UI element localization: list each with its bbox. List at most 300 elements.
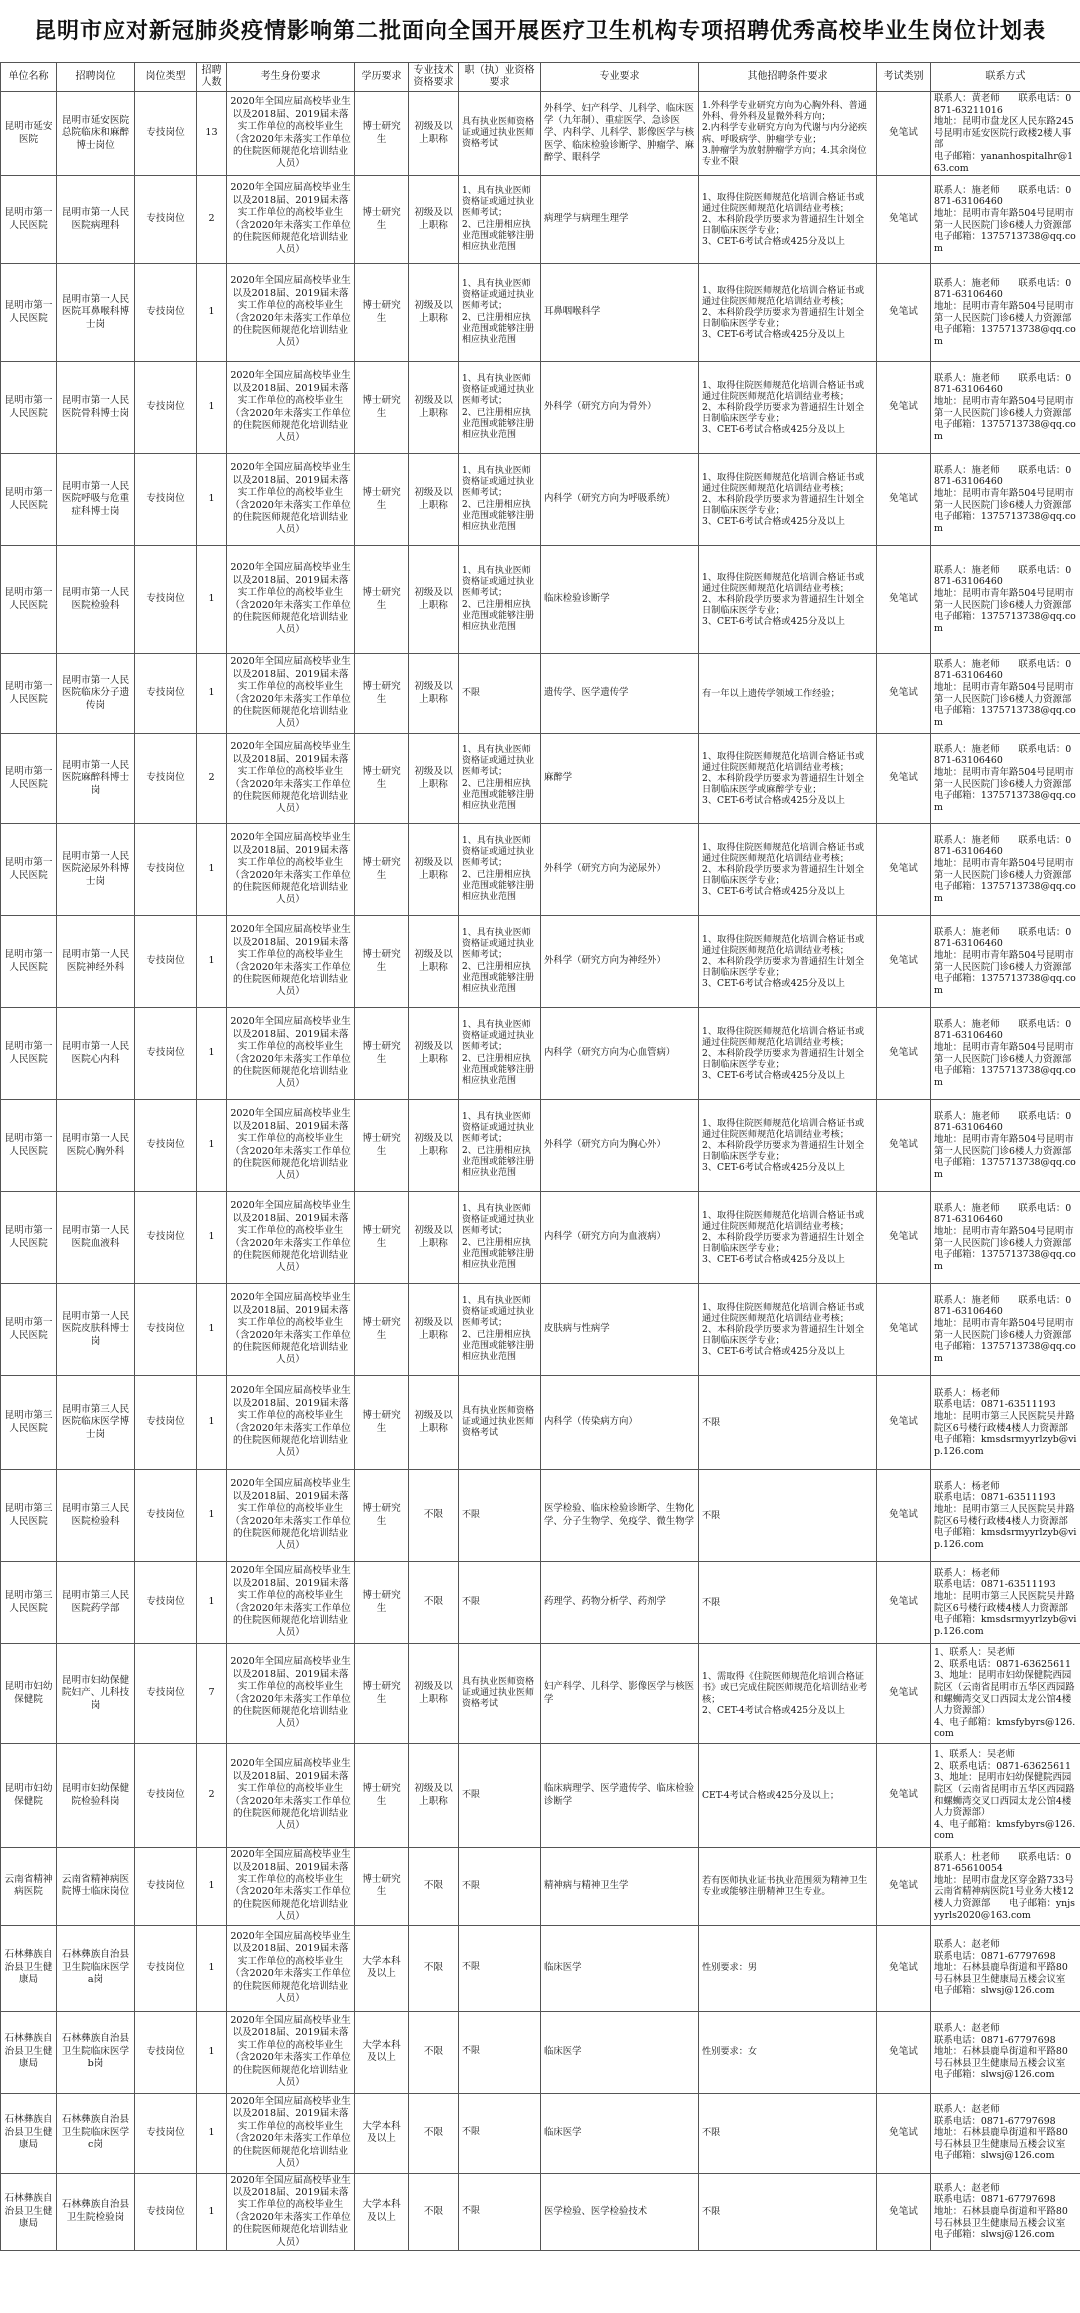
contact-cell: 联系人：施老师 联系电话：0871-63106460 地址：昆明市青年路504号昆明市第一人民医院门诊6楼人力资源部 电子邮箱：1375713738@qq.com [931, 654, 1080, 734]
exam-type-cell: 免笔试 [877, 1008, 931, 1100]
contact-cell: 联系人：杨老师 联系电话：0871-63511193 地址：昆明市第三人民医院吴井路院区6号楼行政楼4楼人力资源部 电子邮箱：kmsdsrmyyrlzyb@vip.126.com [931, 1470, 1080, 1562]
title-requirement-cell: 初级及以上职称 [409, 264, 459, 362]
candidate-status-cell: 2020年全国应届高校毕业生以及2018届、2019届未落实工作单位的高校毕业生（含2020年未落实工作单位的住院医师规范化培训结业人员） [227, 1644, 355, 1744]
license-requirement-cell: 具有执业医师资格证或通过执业医师资格考试 [459, 1644, 541, 1744]
major-requirement-cell: 临床医学 [541, 2093, 699, 2173]
unit-name-cell: 昆明市第一人民医院 [1, 654, 57, 734]
post-type-cell: 专技岗位 [135, 1470, 197, 1562]
education-cell: 大学本科及以上 [355, 2093, 409, 2173]
column-header: 专业技术资格要求 [409, 63, 459, 92]
unit-name-cell: 昆明市第一人民医院 [1, 1192, 57, 1284]
candidate-status-cell: 2020年全国应届高校毕业生以及2018届、2019届未落实工作单位的高校毕业生（含2020年未落实工作单位的住院医师规范化培训结业人员） [227, 1744, 355, 1848]
candidate-status-cell: 2020年全国应届高校毕业生以及2018届、2019届未落实工作单位的高校毕业生（含2020年未落实工作单位的住院医师规范化培训结业人员） [227, 264, 355, 362]
title-requirement-cell: 初级及以上职称 [409, 546, 459, 654]
candidate-status-cell: 2020年全国应届高校毕业生以及2018届、2019届未落实工作单位的高校毕业生（含2020年未落实工作单位的住院医师规范化培训结业人员） [227, 1376, 355, 1470]
unit-name-cell: 石林彝族自治县卫生健康局 [1, 2011, 57, 2093]
post-name-cell: 石林彝族自治县卫生院临床医学b岗 [57, 2011, 135, 2093]
title-requirement-cell: 初级及以上职称 [409, 1008, 459, 1100]
post-type-cell: 专技岗位 [135, 546, 197, 654]
exam-type-cell: 免笔试 [877, 1744, 931, 1848]
education-cell: 博士研究生 [355, 362, 409, 454]
other-requirement-cell: 不限 [699, 2093, 877, 2173]
major-requirement-cell: 外科学（研究方向为骨外） [541, 362, 699, 454]
other-requirement-cell: 1、取得住院医师规范化培训合格证书或通过住院医师规范化培训结业考核； 2、本科阶段学历要求为普通招生计划全日制临床医学专业； 3、CET-6考试合格或425分及以上 [699, 454, 877, 546]
major-requirement-cell: 耳鼻咽喉科学 [541, 264, 699, 362]
headcount-cell: 1 [197, 1376, 227, 1470]
major-requirement-cell: 临床病理学、医学遗传学、临床检验诊断学 [541, 1744, 699, 1848]
headcount-cell: 1 [197, 916, 227, 1008]
major-requirement-cell: 医学检验、临床检验诊断学、生物化学、分子生物学、免疫学、微生物学 [541, 1470, 699, 1562]
headcount-cell: 1 [197, 654, 227, 734]
post-type-cell: 专技岗位 [135, 2011, 197, 2093]
contact-cell: 1、联系人：吴老师 2、联系电话：0871-63625611 3、地址：昆明市妇幼保健院西园院区（云南省昆明市五华区西园路和螺蛳湾交叉口西园太龙公馆4楼人力资源部） 4、电子邮箱：kmsfybyrs@126.com [931, 1644, 1080, 1744]
exam-type-cell: 免笔试 [877, 1848, 931, 1925]
unit-name-cell: 石林彝族自治县卫生健康局 [1, 2093, 57, 2173]
title-requirement-cell: 不限 [409, 1925, 459, 2011]
post-type-cell: 专技岗位 [135, 1008, 197, 1100]
candidate-status-cell: 2020年全国应届高校毕业生以及2018届、2019届未落实工作单位的高校毕业生（含2020年未落实工作单位的住院医师规范化培训结业人员） [227, 916, 355, 1008]
education-cell: 博士研究生 [355, 1744, 409, 1848]
major-requirement-cell: 病理学与病理生理学 [541, 176, 699, 264]
unit-name-cell: 昆明市第三人民医院 [1, 1376, 57, 1470]
license-requirement-cell: 不限 [459, 1562, 541, 1644]
exam-type-cell: 免笔试 [877, 92, 931, 176]
education-cell: 博士研究生 [355, 1644, 409, 1744]
contact-cell: 联系人：杨老师 联系电话：0871-63511193 地址：昆明市第三人民医院吴井路院区6号楼行政楼4楼人力资源部 电子邮箱：kmsdsrmyyrlzyb@vip.126.com [931, 1376, 1080, 1470]
other-requirement-cell: 不限 [699, 2173, 877, 2250]
post-type-cell: 专技岗位 [135, 824, 197, 916]
post-name-cell: 昆明市第一人民医院神经外科 [57, 916, 135, 1008]
education-cell: 博士研究生 [355, 734, 409, 824]
candidate-status-cell: 2020年全国应届高校毕业生以及2018届、2019届未落实工作单位的高校毕业生（含2020年未落实工作单位的住院医师规范化培训结业人员） [227, 654, 355, 734]
contact-cell: 联系人：施老师 联系电话：0871-63106460 地址：昆明市青年路504号昆明市第一人民医院门诊6楼人力资源部 电子邮箱：1375713738@qq.com [931, 176, 1080, 264]
title-requirement-cell: 初级及以上职称 [409, 824, 459, 916]
education-cell: 大学本科及以上 [355, 2011, 409, 2093]
headcount-cell: 1 [197, 1284, 227, 1376]
title-requirement-cell: 不限 [409, 2093, 459, 2173]
candidate-status-cell: 2020年全国应届高校毕业生以及2018届、2019届未落实工作单位的高校毕业生（含2020年未落实工作单位的住院医师规范化培训结业人员） [227, 546, 355, 654]
education-cell: 博士研究生 [355, 916, 409, 1008]
table-row [1, 1100, 1080, 1192]
contact-cell: 联系人：施老师 联系电话：0871-63106460 地址：昆明市青年路504号昆明市第一人民医院门诊6楼人力资源部 电子邮箱：1375713738@qq.com [931, 454, 1080, 546]
headcount-cell: 1 [197, 2173, 227, 2250]
major-requirement-cell: 精神病与精神卫生学 [541, 1848, 699, 1925]
headcount-cell: 1 [197, 1192, 227, 1284]
contact-cell: 联系人：杜老师 联系电话：0871-65610054 地址：昆明市盘龙区穿金路733号云南省精神病医院1号业务大楼12楼人力资源部 电子邮箱：ynjsyyrls2020@163.com [931, 1848, 1080, 1925]
headcount-cell: 1 [197, 1925, 227, 2011]
unit-name-cell: 昆明市延安医院 [1, 92, 57, 176]
post-name-cell: 昆明市妇幼保健院检验科岗 [57, 1744, 135, 1848]
post-name-cell: 昆明市第三人民医院临床医学博士岗 [57, 1376, 135, 1470]
other-requirement-cell: 不限 [699, 1470, 877, 1562]
license-requirement-cell: 不限 [459, 654, 541, 734]
major-requirement-cell: 内科学（传染病方向） [541, 1376, 699, 1470]
post-type-cell: 专技岗位 [135, 1192, 197, 1284]
unit-name-cell: 昆明市第一人民医院 [1, 1100, 57, 1192]
education-cell: 博士研究生 [355, 546, 409, 654]
exam-type-cell: 免笔试 [877, 1925, 931, 2011]
license-requirement-cell: 1、具有执业医师资格证或通过执业医师考试； 2、已注册相应执业范围或能够注册相应执业范围 [459, 1008, 541, 1100]
table-row [1, 1008, 1080, 1100]
post-name-cell: 昆明市第一人民医院心胸外科 [57, 1100, 135, 1192]
table-row [1, 1848, 1080, 1925]
major-requirement-cell: 临床检验诊断学 [541, 546, 699, 654]
education-cell: 博士研究生 [355, 1284, 409, 1376]
other-requirement-cell: 1、取得住院医师规范化培训合格证书或通过住院医师规范化培训结业考核； 2、本科阶段学历要求为普通招生计划全日制临床医学或麻醉学专业； 3、CET-6考试合格或425分及以上 [699, 734, 877, 824]
unit-name-cell: 云南省精神病医院 [1, 1848, 57, 1925]
post-type-cell: 专技岗位 [135, 1744, 197, 1848]
headcount-cell: 1 [197, 1848, 227, 1925]
title-requirement-cell: 不限 [409, 1848, 459, 1925]
post-name-cell: 昆明市第一人民医院心内科 [57, 1008, 135, 1100]
other-requirement-cell: 性别要求：女 [699, 2011, 877, 2093]
unit-name-cell: 昆明市第一人民医院 [1, 546, 57, 654]
post-name-cell: 昆明市第一人民医院检验科 [57, 546, 135, 654]
candidate-status-cell: 2020年全国应届高校毕业生以及2018届、2019届未落实工作单位的高校毕业生（含2020年未落实工作单位的住院医师规范化培训结业人员） [227, 1925, 355, 2011]
candidate-status-cell: 2020年全国应届高校毕业生以及2018届、2019届未落实工作单位的高校毕业生（含2020年未落实工作单位的住院医师规范化培训结业人员） [227, 2173, 355, 2250]
table-row [1, 824, 1080, 916]
title-requirement-cell: 初级及以上职称 [409, 362, 459, 454]
contact-cell: 联系人：赵老师 联系电话：0871-67797698 地址：石林县鹿阜街道和平路80号石林县卫生健康局五楼会议室 电子邮箱：slwsj@126.com [931, 1925, 1080, 2011]
table-row [1, 1470, 1080, 1562]
major-requirement-cell: 外科学（研究方向为胸心外） [541, 1100, 699, 1192]
education-cell: 博士研究生 [355, 1376, 409, 1470]
title-requirement-cell: 不限 [409, 1562, 459, 1644]
post-type-cell: 专技岗位 [135, 654, 197, 734]
license-requirement-cell: 1、具有执业医师资格证或通过执业医师考试； 2、已注册相应执业范围或能够注册相应执业范围 [459, 454, 541, 546]
candidate-status-cell: 2020年全国应届高校毕业生以及2018届、2019届未落实工作单位的高校毕业生（含2020年未落实工作单位的住院医师规范化培训结业人员） [227, 362, 355, 454]
major-requirement-cell: 医学检验、医学检验技术 [541, 2173, 699, 2250]
table-row [1, 1284, 1080, 1376]
title-requirement-cell: 不限 [409, 1470, 459, 1562]
post-type-cell: 专技岗位 [135, 454, 197, 546]
exam-type-cell: 免笔试 [877, 824, 931, 916]
post-name-cell: 昆明市第一人民医院泌尿外科博士岗 [57, 824, 135, 916]
major-requirement-cell: 外科学、妇产科学、儿科学、临床医学（九年制）、重症医学、急诊医学、内科学、儿科学、影像医学与核医学、临床检验诊断学、肿瘤学、麻醉学、眼科学 [541, 92, 699, 176]
education-cell: 大学本科及以上 [355, 1925, 409, 2011]
post-type-cell: 专技岗位 [135, 1644, 197, 1744]
other-requirement-cell: 1、取得住院医师规范化培训合格证书或通过住院医师规范化培训结业考核； 2、本科阶段学历要求为普通招生计划全日制临床医学专业； 3、CET-6考试合格或425分及以上 [699, 362, 877, 454]
table-row [1, 1744, 1080, 1848]
candidate-status-cell: 2020年全国应届高校毕业生以及2018届、2019届未落实工作单位的高校毕业生（含2020年未落实工作单位的住院医师规范化培训结业人员） [227, 824, 355, 916]
unit-name-cell: 昆明市第三人民医院 [1, 1470, 57, 1562]
contact-cell: 联系人：施老师 联系电话：0871-63106460 地址：昆明市青年路504号昆明市第一人民医院门诊6楼人力资源部 电子邮箱：1375713738@qq.com [931, 734, 1080, 824]
post-type-cell: 专技岗位 [135, 176, 197, 264]
license-requirement-cell: 1、具有执业医师资格证或通过执业医师考试； 2、已注册相应执业范围或能够注册相应执业范围 [459, 1100, 541, 1192]
table-row [1, 654, 1080, 734]
headcount-cell: 1 [197, 1562, 227, 1644]
candidate-status-cell: 2020年全国应届高校毕业生以及2018届、2019届未落实工作单位的高校毕业生（含2020年未落实工作单位的住院医师规范化培训结业人员） [227, 1562, 355, 1644]
headcount-cell: 1 [197, 2093, 227, 2173]
other-requirement-cell: 1、取得住院医师规范化培训合格证书或通过住院医师规范化培训结业考核； 2、本科阶段学历要求为普通招生计划全日制临床医学专业； 3、CET-6考试合格或425分及以上 [699, 824, 877, 916]
table-row [1, 1562, 1080, 1644]
post-type-cell: 专技岗位 [135, 1562, 197, 1644]
other-requirement-cell: 性别要求：男 [699, 1925, 877, 2011]
exam-type-cell: 免笔试 [877, 176, 931, 264]
exam-type-cell: 免笔试 [877, 2093, 931, 2173]
column-header: 职（执）业资格要求 [459, 63, 541, 92]
license-requirement-cell: 不限 [459, 1925, 541, 2011]
table-row [1, 362, 1080, 454]
other-requirement-cell: 1、取得住院医师规范化培训合格证书或通过住院医师规范化培训结业考核； 2、本科阶段学历要求为普通招生计划全日制临床医学专业； 3、CET-6考试合格或425分及以上 [699, 546, 877, 654]
unit-name-cell: 昆明市妇幼保健院 [1, 1744, 57, 1848]
table-row [1, 1925, 1080, 2011]
post-name-cell: 石林彝族自治县卫生院临床医学c岗 [57, 2093, 135, 2173]
unit-name-cell: 石林彝族自治县卫生健康局 [1, 1925, 57, 2011]
post-type-cell: 专技岗位 [135, 2173, 197, 2250]
contact-cell: 联系人：施老师 联系电话：0871-63106460 地址：昆明市青年路504号昆明市第一人民医院门诊6楼人力资源部 电子邮箱：1375713738@qq.com [931, 916, 1080, 1008]
headcount-cell: 2 [197, 176, 227, 264]
table-row [1, 2093, 1080, 2173]
license-requirement-cell: 1、具有执业医师资格证或通过执业医师考试； 2、已注册相应执业范围或能够注册相应执业范围 [459, 824, 541, 916]
recruitment-table [0, 62, 1080, 2251]
post-name-cell: 昆明市第一人民医院耳鼻喉科博士岗 [57, 264, 135, 362]
education-cell: 博士研究生 [355, 654, 409, 734]
post-type-cell: 专技岗位 [135, 362, 197, 454]
contact-cell: 联系人：赵老师 联系电话：0871-67797698 地址：石林县鹿阜街道和平路80号石林县卫生健康局五楼会议室 电子邮箱：slwsj@126.com [931, 2173, 1080, 2250]
candidate-status-cell: 2020年全国应届高校毕业生以及2018届、2019届未落实工作单位的高校毕业生（含2020年未落实工作单位的住院医师规范化培训结业人员） [227, 176, 355, 264]
education-cell: 博士研究生 [355, 1192, 409, 1284]
exam-type-cell: 免笔试 [877, 2011, 931, 2093]
post-name-cell: 昆明市第一人民医院呼吸与危重症科博士岗 [57, 454, 135, 546]
contact-cell: 联系人：施老师 联系电话：0871-63106460 地址：昆明市青年路504号昆明市第一人民医院门诊6楼人力资源部 电子邮箱：1375713738@qq.com [931, 1100, 1080, 1192]
major-requirement-cell: 临床医学 [541, 1925, 699, 2011]
license-requirement-cell: 具有执业医师资格证或通过执业医师资格考试 [459, 92, 541, 176]
other-requirement-cell: 1、取得住院医师规范化培训合格证书或通过住院医师规范化培训结业考核； 2、本科阶段学历要求为普通招生计划全日制临床医学专业； 3、CET-6考试合格或425分及以上 [699, 1008, 877, 1100]
license-requirement-cell: 不限 [459, 1744, 541, 1848]
other-requirement-cell: 1、取得住院医师规范化培训合格证书或通过住院医师规范化培训结业考核； 2、本科阶段学历要求为普通招生计划全日制临床医学专业； 3、CET-6考试合格或425分及以上 [699, 264, 877, 362]
post-name-cell: 昆明市第一人民医院病理科 [57, 176, 135, 264]
major-requirement-cell: 遗传学、医学遗传学 [541, 654, 699, 734]
post-name-cell: 昆明市第一人民医院骨科博士岗 [57, 362, 135, 454]
education-cell: 博士研究生 [355, 824, 409, 916]
other-requirement-cell: 不限 [699, 1376, 877, 1470]
license-requirement-cell: 不限 [459, 1470, 541, 1562]
candidate-status-cell: 2020年全国应届高校毕业生以及2018届、2019届未落实工作单位的高校毕业生（含2020年未落实工作单位的住院医师规范化培训结业人员） [227, 1284, 355, 1376]
headcount-cell: 7 [197, 1644, 227, 1744]
education-cell: 博士研究生 [355, 1100, 409, 1192]
table-row [1, 176, 1080, 264]
major-requirement-cell: 内科学（研究方向为血液病） [541, 1192, 699, 1284]
contact-cell: 联系人：杨老师 联系电话：0871-63511193 地址：昆明市第三人民医院吴井路院区6号楼行政楼4楼人力资源部 电子邮箱：kmsdsrmyyrlzyb@vip.126.com [931, 1562, 1080, 1644]
other-requirement-cell: 1、取得住院医师规范化培训合格证书或通过住院医师规范化培训结业考核； 2、本科阶段学历要求为普通招生计划全日制临床医学专业； 3、CET-6考试合格或425分及以上 [699, 1100, 877, 1192]
post-type-cell: 专技岗位 [135, 1848, 197, 1925]
post-name-cell: 昆明市第一人民医院皮肤科博士岗 [57, 1284, 135, 1376]
column-header: 招聘岗位 [57, 63, 135, 92]
post-name-cell: 昆明市第一人民医院麻醉科博士岗 [57, 734, 135, 824]
exam-type-cell: 免笔试 [877, 2173, 931, 2250]
title-requirement-cell: 初级及以上职称 [409, 1284, 459, 1376]
headcount-cell: 1 [197, 2011, 227, 2093]
title-requirement-cell: 初级及以上职称 [409, 92, 459, 176]
contact-cell: 联系人：施老师 联系电话：0871-63106460 地址：昆明市青年路504号昆明市第一人民医院门诊6楼人力资源部 电子邮箱：1375713738@qq.com [931, 1192, 1080, 1284]
post-type-cell: 专技岗位 [135, 92, 197, 176]
contact-cell: 联系人：施老师 联系电话：0871-63106460 地址：昆明市青年路504号昆明市第一人民医院门诊6楼人力资源部 电子邮箱：1375713738@qq.com [931, 824, 1080, 916]
title-requirement-cell: 不限 [409, 2011, 459, 2093]
unit-name-cell: 昆明市第一人民医院 [1, 916, 57, 1008]
major-requirement-cell: 内科学（研究方向为心血管病） [541, 1008, 699, 1100]
column-header: 其他招聘条件要求 [699, 63, 877, 92]
headcount-cell: 1 [197, 264, 227, 362]
major-requirement-cell: 麻醉学 [541, 734, 699, 824]
license-requirement-cell: 1、具有执业医师资格证或通过执业医师考试； 2、已注册相应执业范围或能够注册相应执业范围 [459, 362, 541, 454]
exam-type-cell: 免笔试 [877, 1192, 931, 1284]
headcount-cell: 1 [197, 1008, 227, 1100]
contact-cell: 联系人：施老师 联系电话：0871-63106460 地址：昆明市青年路504号昆明市第一人民医院门诊6楼人力资源部 电子邮箱：1375713738@qq.com [931, 264, 1080, 362]
license-requirement-cell: 1、具有执业医师资格证或通过执业医师考试； 2、已注册相应执业范围或能够注册相应执业范围 [459, 176, 541, 264]
title-requirement-cell: 初级及以上职称 [409, 1744, 459, 1848]
exam-type-cell: 免笔试 [877, 1100, 931, 1192]
candidate-status-cell: 2020年全国应届高校毕业生以及2018届、2019届未落实工作单位的高校毕业生（含2020年未落实工作单位的住院医师规范化培训结业人员） [227, 1192, 355, 1284]
post-type-cell: 专技岗位 [135, 2093, 197, 2173]
headcount-cell: 1 [197, 546, 227, 654]
contact-cell: 联系人：黄老师 联系电话：0871-63211016 地址：昆明市盘龙区人民东路245号昆明市延安医院行政楼2楼人事部 电子邮箱：yananhospitalhr@163.com [931, 92, 1080, 176]
other-requirement-cell: 1、取得住院医师规范化培训合格证书或通过住院医师规范化培训结业考核； 2、本科阶段学历要求为普通招生计划全日制临床医学专业； 3、CET-6考试合格或425分及以上 [699, 916, 877, 1008]
license-requirement-cell: 1、具有执业医师资格证或通过执业医师考试； 2、已注册相应执业范围或能够注册相应执业范围 [459, 546, 541, 654]
major-requirement-cell: 药理学、药物分析学、药剂学 [541, 1562, 699, 1644]
education-cell: 博士研究生 [355, 1008, 409, 1100]
post-type-cell: 专技岗位 [135, 734, 197, 824]
other-requirement-cell: 1、取得住院医师规范化培训合格证书或通过住院医师规范化培训结业考核； 2、本科阶段学历要求为普通招生计划全日制临床医学专业； 3、CET-6考试合格或425分及以上 [699, 176, 877, 264]
column-header: 岗位类型 [135, 63, 197, 92]
candidate-status-cell: 2020年全国应届高校毕业生以及2018届、2019届未落实工作单位的高校毕业生（含2020年未落实工作单位的住院医师规范化培训结业人员） [227, 1100, 355, 1192]
exam-type-cell: 免笔试 [877, 454, 931, 546]
major-requirement-cell: 外科学（研究方向为神经外） [541, 916, 699, 1008]
post-name-cell: 云南省精神病医院博士临床岗位 [57, 1848, 135, 1925]
contact-cell: 联系人：施老师 联系电话：0871-63106460 地址：昆明市青年路504号昆明市第一人民医院门诊6楼人力资源部 电子邮箱：1375713738@qq.com [931, 546, 1080, 654]
license-requirement-cell: 1、具有执业医师资格证或通过执业医师考试； 2、已注册相应执业范围或能够注册相应执业范围 [459, 264, 541, 362]
other-requirement-cell: 1、需取得《住院医师规范化培训合格证书》或已完成住院医师规范化培训结业考核； 2、CET-4考试合格或425分及以上 [699, 1644, 877, 1744]
license-requirement-cell: 不限 [459, 1848, 541, 1925]
unit-name-cell: 昆明市第一人民医院 [1, 824, 57, 916]
other-requirement-cell: 有一年以上遗传学领域工作经验； [699, 654, 877, 734]
education-cell: 博士研究生 [355, 264, 409, 362]
license-requirement-cell: 1、具有执业医师资格证或通过执业医师考试； 2、已注册相应执业范围或能够注册相应执业范围 [459, 916, 541, 1008]
candidate-status-cell: 2020年全国应届高校毕业生以及2018届、2019届未落实工作单位的高校毕业生（含2020年未落实工作单位的住院医师规范化培训结业人员） [227, 734, 355, 824]
column-header: 学历要求 [355, 63, 409, 92]
column-header: 联系方式 [931, 63, 1080, 92]
license-requirement-cell: 不限 [459, 2093, 541, 2173]
unit-name-cell: 昆明市第一人民医院 [1, 1008, 57, 1100]
contact-cell: 联系人：赵老师 联系电话：0871-67797698 地址：石林县鹿阜街道和平路80号石林县卫生健康局五楼会议室 电子邮箱：slwsj@126.com [931, 2093, 1080, 2173]
exam-type-cell: 免笔试 [877, 1562, 931, 1644]
headcount-cell: 1 [197, 362, 227, 454]
exam-type-cell: 免笔试 [877, 362, 931, 454]
candidate-status-cell: 2020年全国应届高校毕业生以及2018届、2019届未落实工作单位的高校毕业生（含2020年未落实工作单位的住院医师规范化培训结业人员） [227, 2093, 355, 2173]
table-row [1, 734, 1080, 824]
headcount-cell: 1 [197, 824, 227, 916]
headcount-cell: 13 [197, 92, 227, 176]
table-row [1, 2173, 1080, 2250]
table-row [1, 1376, 1080, 1470]
post-type-cell: 专技岗位 [135, 1925, 197, 2011]
other-requirement-cell: CET-4考试合格或425分及以上； [699, 1744, 877, 1848]
unit-name-cell: 石林彝族自治县卫生健康局 [1, 2173, 57, 2250]
table-row [1, 916, 1080, 1008]
contact-cell: 联系人：施老师 联系电话：0871-63106460 地址：昆明市青年路504号昆明市第一人民医院门诊6楼人力资源部 电子邮箱：1375713738@qq.com [931, 1284, 1080, 1376]
title-requirement-cell: 初级及以上职称 [409, 176, 459, 264]
post-type-cell: 专技岗位 [135, 1100, 197, 1192]
table-row [1, 2011, 1080, 2093]
candidate-status-cell: 2020年全国应届高校毕业生以及2018届、2019届未落实工作单位的高校毕业生（含2020年未落实工作单位的住院医师规范化培训结业人员） [227, 454, 355, 546]
title-requirement-cell: 初级及以上职称 [409, 1100, 459, 1192]
column-header: 专业要求 [541, 63, 699, 92]
education-cell: 博士研究生 [355, 176, 409, 264]
post-type-cell: 专技岗位 [135, 1376, 197, 1470]
title-requirement-cell: 初级及以上职称 [409, 916, 459, 1008]
table-row [1, 546, 1080, 654]
major-requirement-cell: 皮肤病与性病学 [541, 1284, 699, 1376]
exam-type-cell: 免笔试 [877, 1644, 931, 1744]
exam-type-cell: 免笔试 [877, 654, 931, 734]
table-header-row [1, 63, 1080, 92]
exam-type-cell: 免笔试 [877, 546, 931, 654]
post-name-cell: 石林彝族自治县卫生院临床医学a岗 [57, 1925, 135, 2011]
major-requirement-cell: 临床医学 [541, 2011, 699, 2093]
contact-cell: 联系人：施老师 联系电话：0871-63106460 地址：昆明市青年路504号昆明市第一人民医院门诊6楼人力资源部 电子邮箱：1375713738@qq.com [931, 1008, 1080, 1100]
unit-name-cell: 昆明市第一人民医院 [1, 734, 57, 824]
education-cell: 博士研究生 [355, 1562, 409, 1644]
post-type-cell: 专技岗位 [135, 264, 197, 362]
education-cell: 博士研究生 [355, 1470, 409, 1562]
other-requirement-cell: 不限 [699, 1562, 877, 1644]
post-name-cell: 昆明市第三人民医院药学部 [57, 1562, 135, 1644]
candidate-status-cell: 2020年全国应届高校毕业生以及2018届、2019届未落实工作单位的高校毕业生（含2020年未落实工作单位的住院医师规范化培训结业人员） [227, 1008, 355, 1100]
other-requirement-cell: 若有医师执业证书执业范围须为精神卫生专业或能够注册精神卫生专业。 [699, 1848, 877, 1925]
title-requirement-cell: 初级及以上职称 [409, 454, 459, 546]
other-requirement-cell: 1、取得住院医师规范化培训合格证书或通过住院医师规范化培训结业考核； 2、本科阶段学历要求为普通招生计划全日制临床医学专业； 3、CET-6考试合格或425分及以上 [699, 1284, 877, 1376]
post-name-cell: 昆明市第一人民医院血液科 [57, 1192, 135, 1284]
education-cell: 博士研究生 [355, 92, 409, 176]
post-name-cell: 昆明市第三人民医院检验科 [57, 1470, 135, 1562]
table-row [1, 92, 1080, 176]
post-type-cell: 专技岗位 [135, 916, 197, 1008]
title-requirement-cell: 初级及以上职称 [409, 1192, 459, 1284]
unit-name-cell: 昆明市第一人民医院 [1, 362, 57, 454]
post-name-cell: 昆明市妇幼保健院妇产、儿科技岗 [57, 1644, 135, 1744]
candidate-status-cell: 2020年全国应届高校毕业生以及2018届、2019届未落实工作单位的高校毕业生（含2020年未落实工作单位的住院医师规范化培训结业人员） [227, 1848, 355, 1925]
title-requirement-cell: 初级及以上职称 [409, 654, 459, 734]
headcount-cell: 1 [197, 454, 227, 546]
candidate-status-cell: 2020年全国应届高校毕业生以及2018届、2019届未落实工作单位的高校毕业生（含2020年未落实工作单位的住院医师规范化培训结业人员） [227, 1470, 355, 1562]
exam-type-cell: 免笔试 [877, 1470, 931, 1562]
candidate-status-cell: 2020年全国应届高校毕业生以及2018届、2019届未落实工作单位的高校毕业生（含2020年未落实工作单位的住院医师规范化培训结业人员） [227, 2011, 355, 2093]
post-name-cell: 昆明市延安医院总院临床和麻醉博士岗位 [57, 92, 135, 176]
headcount-cell: 2 [197, 1744, 227, 1848]
major-requirement-cell: 妇产科学、儿科学、影像医学与核医学 [541, 1644, 699, 1744]
education-cell: 博士研究生 [355, 454, 409, 546]
other-requirement-cell: 1.外科学专业研究方向为心胸外科、普通外科、骨外科及显微外科方向； 2.内科学专业研究方向为代谢与内分泌疾病、呼吸病学、肿瘤学专业； 3.肿瘤学为放射肿瘤学方向；4.其余岗位专业不限 [699, 92, 877, 176]
column-header: 考试类别 [877, 63, 931, 92]
headcount-cell: 1 [197, 1100, 227, 1192]
license-requirement-cell: 不限 [459, 2011, 541, 2093]
exam-type-cell: 免笔试 [877, 1284, 931, 1376]
major-requirement-cell: 外科学（研究方向为泌尿外） [541, 824, 699, 916]
candidate-status-cell: 2020年全国应届高校毕业生以及2018届、2019届未落实工作单位的高校毕业生（含2020年未落实工作单位的住院医师规范化培训结业人员） [227, 92, 355, 176]
education-cell: 大学本科及以上 [355, 2173, 409, 2250]
license-requirement-cell: 1、具有执业医师资格证或通过执业医师考试； 2、已注册相应执业范围或能够注册相应执业范围 [459, 734, 541, 824]
unit-name-cell: 昆明市第一人民医院 [1, 264, 57, 362]
table-row [1, 1192, 1080, 1284]
license-requirement-cell: 具有执业医师资格证或通过执业医师资格考试 [459, 1376, 541, 1470]
column-header: 考生身份要求 [227, 63, 355, 92]
column-header: 招聘人数 [197, 63, 227, 92]
column-header: 单位名称 [1, 63, 57, 92]
headcount-cell: 1 [197, 1470, 227, 1562]
title-requirement-cell: 不限 [409, 2173, 459, 2250]
unit-name-cell: 昆明市第三人民医院 [1, 1562, 57, 1644]
unit-name-cell: 昆明市第一人民医院 [1, 454, 57, 546]
